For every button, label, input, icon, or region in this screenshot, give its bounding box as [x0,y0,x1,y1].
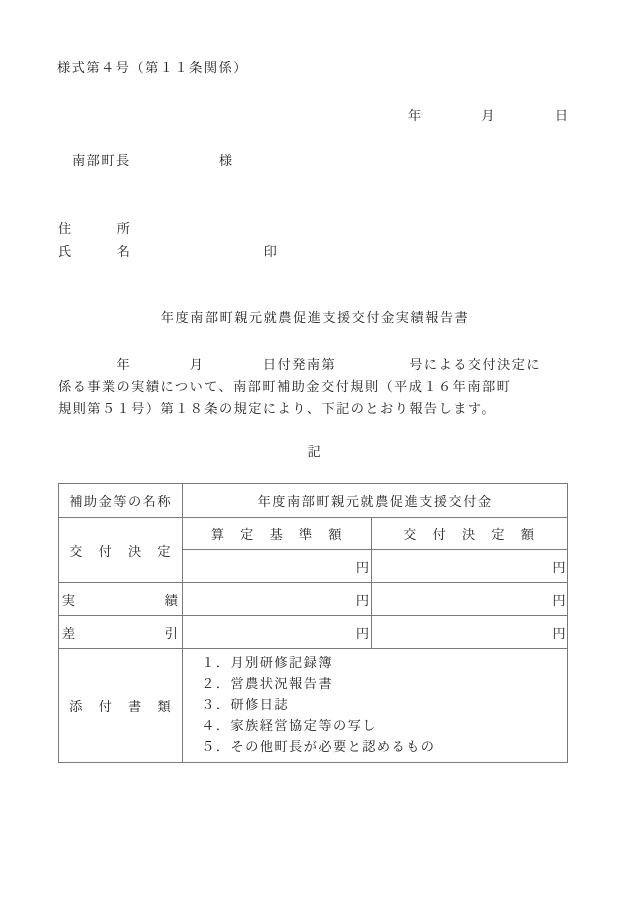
difference-decided-amount[interactable]: 円 [371,616,567,649]
subsidy-name-value: 年度南部町親元就農促進支援交付金 [183,484,568,518]
ki-marker: 記 [307,445,323,460]
row-label-actual: 実 績 [59,583,183,616]
actual-basis-amount[interactable]: 円 [183,583,371,616]
addressee-line: 南部町長 様 [72,154,234,169]
report-table [58,483,568,763]
attachments-label: 添 付 書 類 [59,649,183,763]
body-paragraph [58,355,572,421]
list-item: ４．家族経営協定等の写し [201,719,377,734]
body-line-1: 年 月 日付発南第 号による交付決定に [58,358,542,373]
list-item: ２．営農状況報告書 [201,677,333,692]
form-number: 様式第４号（第１１条関係） [57,61,248,76]
attachments-cell [183,649,568,763]
table-row-subsidy-name [59,484,568,518]
list-item: ３．研修日誌 [201,698,290,713]
decision-decided-amount[interactable]: 円 [371,550,567,583]
list-item: ５．その他町長が必要と認めるもの [201,740,436,755]
body-line-3: 規則第５１号）第１８条の規定により、下記のとおり報告します。 [58,402,497,417]
decision-basis-amount[interactable]: 円 [183,550,371,583]
body-line-2: 係る事業の実績について、南部町補助金交付規則（平成１６年南部町 [58,380,512,395]
date-line: 年 月 日 [408,109,570,124]
address-label: 住 所 [58,222,132,237]
attachment-list [183,649,567,762]
document-title: 年度南部町親元就農促進支援交付金実績報告書 [160,311,470,326]
column-header-decided-amount: 交 付 決 定 額 [371,518,567,550]
table-row-difference [59,616,568,649]
table-row-column-headers [59,518,568,550]
table-row-actual [59,583,568,616]
subsidy-name-label: 補助金等の名称 [59,484,183,518]
row-label-decision: 交 付 決 定 [59,518,183,583]
column-header-basis-amount: 算 定 基 準 額 [183,518,371,550]
actual-decided-amount[interactable]: 円 [371,583,567,616]
difference-basis-amount[interactable]: 円 [183,616,371,649]
row-label-difference: 差 引 [59,616,183,649]
name-and-seal-label: 氏 名 印 [58,245,279,260]
table-row-attachments [59,649,568,763]
list-item: １．月別研修記録簿 [201,656,333,671]
